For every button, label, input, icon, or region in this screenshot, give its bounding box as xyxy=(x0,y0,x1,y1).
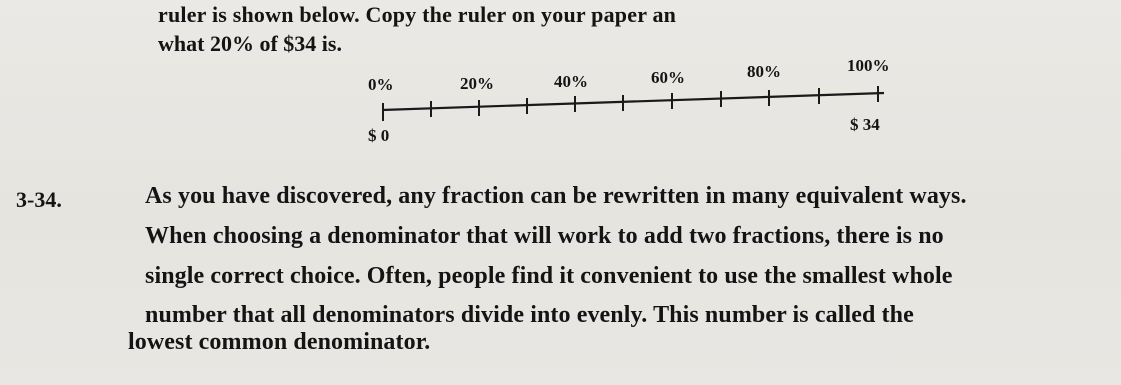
ruler-label-0-percent: 0% xyxy=(368,75,394,94)
ruler-end-value: $ 34 xyxy=(850,115,880,134)
ruler-label-100-percent: 100% xyxy=(847,56,890,75)
problem-number: 3-34. xyxy=(16,187,62,212)
ruler-label-40-percent: 40% xyxy=(554,72,588,91)
problem-text-line-5: lowest common denominator. xyxy=(128,329,431,355)
problem-text-line-1: As you have discovered, any fraction can be rewritten in many equivalent ways. xyxy=(145,183,967,209)
instruction-line-1: ruler is shown below. Copy the ruler on your paper an xyxy=(158,2,677,27)
instruction-line-2: what 20% of $34 is. xyxy=(158,31,342,56)
ruler-baseline xyxy=(382,93,884,110)
ruler-label-80-percent: 80% xyxy=(747,62,781,81)
problem-text-line-3: single correct choice. Often, people find it convenient to use the smallest whole xyxy=(145,263,953,289)
problem-text-line-2: When choosing a denominator that will work to add two fractions, there is no xyxy=(145,223,944,249)
ruler-start-value: $ 0 xyxy=(368,126,390,145)
problem-text-line-4: number that all denominators divide into evenly. This number is called the xyxy=(145,302,914,328)
ruler-label-60-percent: 60% xyxy=(651,68,685,87)
ruler-label-20-percent: 20% xyxy=(460,74,494,93)
